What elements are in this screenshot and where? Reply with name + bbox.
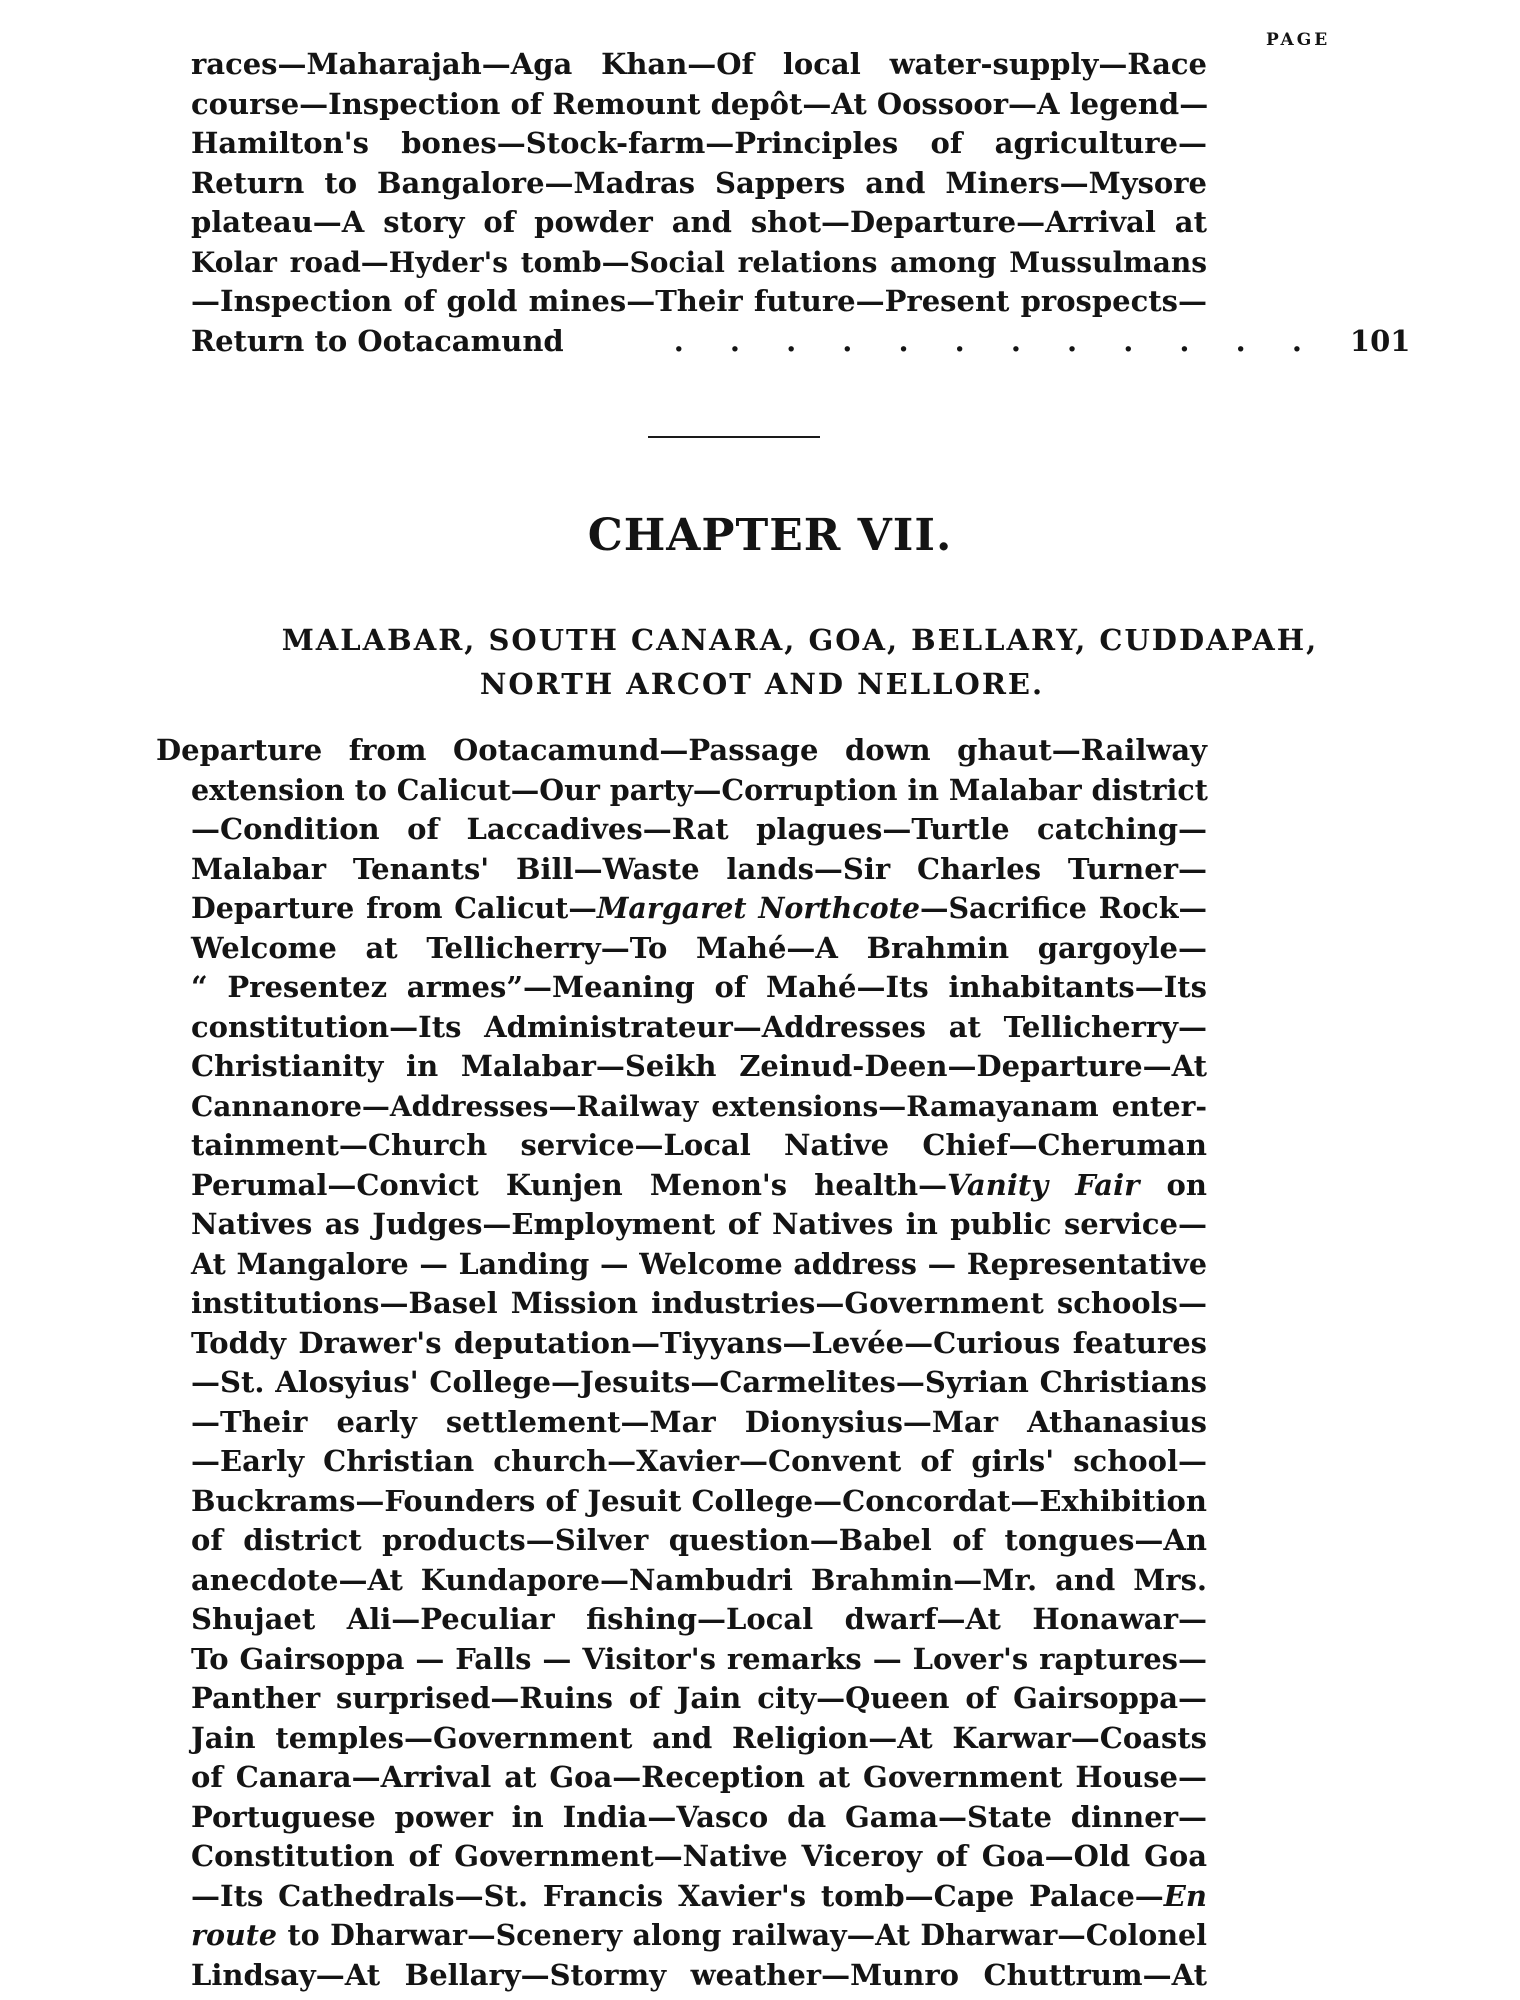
summary-line: Hamilton's bones—Stock-farm—Principles of agriculture—: [191, 126, 1207, 160]
italic-title: route: [191, 1918, 278, 1952]
chapter-subtitle: [0, 618, 1500, 706]
summary-line: Jain temples—Government and Religion—At Karwar—Coasts: [191, 1720, 1207, 1755]
summary-line: extension to Calicut—Our party—Corruption in Malabar district: [191, 772, 1208, 807]
summary-line: —Early Christian church—Xavier—Convent of girls' school—: [191, 1444, 1207, 1478]
summary-line-with-italic: Departure from Calicut—Margaret Northcote—Sacrifice Rock—: [191, 891, 1207, 925]
previous-chapter-summary: [191, 45, 1411, 361]
summary-line: Panther surprised—Ruins of Jain city—Queen of Gairsoppa—: [191, 1681, 1207, 1715]
summary-line: Christianity in Malabar—Seikh Zeinud-Deen—Departure—At: [191, 1049, 1207, 1083]
summary-line: constitution—Its Administrateur—Addresses at Tellicherry—: [191, 1009, 1207, 1044]
summary-line: To Gairsoppa — Falls — Visitor's remarks — Lover's raptures—: [191, 1641, 1207, 1676]
italic-title: Margaret Northcote: [596, 891, 920, 925]
summary-final-text: Return to Ootacamund: [191, 323, 564, 358]
summary-line: Buckrams—Founders of Jesuit College—Concordat—Exhibition: [191, 1483, 1207, 1518]
summary-line: Cannanore—Addresses—Railway extensions—Ramayanam enter-: [191, 1089, 1207, 1123]
summary-line: —Inspection of gold mines—Their future—Present prospects—: [191, 284, 1207, 318]
summary-line: of district products—Silver question—Babel of tongues—An: [191, 1523, 1207, 1557]
summary-line-with-italic: route to Dharwar—Scenery along railway—At Dharwar—Colonel: [191, 1918, 1207, 1952]
summary-line: Malabar Tenants' Bill—Waste lands—Sir Charles Turner—: [191, 851, 1207, 886]
summary-line: races—Maharajah—Aga Khan—Of local water-supply—Race: [191, 47, 1207, 81]
italic-title: Vanity Fair: [947, 1167, 1140, 1202]
summary-line: Return to Bangalore—Madras Sappers and Miners—Mysore: [191, 165, 1207, 200]
summary-line: Shujaet Ali—Peculiar fishing—Local dwarf—At Honawar—: [191, 1602, 1207, 1636]
summary-line: Kolar road—Hyder's tomb—Social relations among Mussulmans: [191, 245, 1207, 279]
summary-line: Constitution of Government—Native Viceroy of Goa—Old Goa: [191, 1839, 1207, 1873]
summary-line-with-italic: Perumal—Convict Kunjen Menon's health—Vanity Fair on: [191, 1167, 1207, 1202]
page-number: 101: [1349, 323, 1411, 358]
summary-line: course—Inspection of Remount depôt—At Oossoor—A legend—: [191, 86, 1209, 121]
chapter-subtitle-line: MALABAR, SOUTH CANARA, GOA, BELLARY, CUDDAPAH,: [281, 623, 1319, 657]
summary-line: of Canara—Arrival at Goa—Reception at Government House—: [191, 1760, 1207, 1794]
summary-line: Portuguese power in India—Vasco da Gama—State dinner—: [191, 1799, 1207, 1834]
chapter-heading: CHAPTER VII.: [587, 510, 953, 561]
summary-line-with-italic: —Its Cathedrals—St. Francis Xavier's tomb—Cape Palace—En: [191, 1878, 1207, 1913]
page-column-header: PAGE: [1266, 30, 1331, 50]
summary-line: Lindsay—At Bellary—Stormy weather—Munro Chuttrum—At: [191, 1957, 1207, 1992]
summary-line: institutions—Basel Mission industries—Government schools—: [191, 1286, 1207, 1320]
leader-dots: . . . . . . . . . . . .: [673, 323, 1320, 358]
summary-line: plateau—A story of powder and shot—Departure—Arrival at: [191, 205, 1207, 239]
italic-title: En: [1163, 1878, 1207, 1913]
summary-line: —Their early settlement—Mar Dionysius—Mar Athanasius: [191, 1404, 1207, 1439]
summary-line: Welcome at Tellicherry—To Mahé—A Brahmin gargoyle—: [191, 930, 1207, 965]
summary-line: —St. Alosyius' College—Jesuits—Carmelites—Syrian Christians: [191, 1365, 1207, 1399]
summary-line: Natives as Judges—Employment of Natives in public service—: [191, 1207, 1207, 1241]
summary-line: —Condition of Laccadives—Rat plagues—Turtle catching—: [191, 812, 1207, 846]
summary-line: Departure from Ootacamund—Passage down ghaut—Railway: [156, 733, 1207, 767]
summary-line: Toddy Drawer's deputation—Tiyyans—Levée—Curious features: [191, 1325, 1207, 1360]
section-divider: [648, 436, 820, 438]
summary-line: “ Presentez armes”—Meaning of Mahé—Its inhabitants—Its: [191, 970, 1207, 1004]
summary-line: anecdote—At Kundapore—Nambudri Brahmin—Mr. and Mrs.: [191, 1562, 1207, 1597]
summary-line: At Mangalore — Landing — Welcome address — Representative: [191, 1246, 1207, 1281]
chapter-summary: [156, 731, 1208, 1995]
summary-final-line: [191, 322, 1411, 362]
chapter-subtitle-line: NORTH ARCOT AND NELLORE.: [479, 667, 1045, 701]
summary-line: tainment—Church service—Local Native Chief—Cheruman: [191, 1128, 1207, 1162]
